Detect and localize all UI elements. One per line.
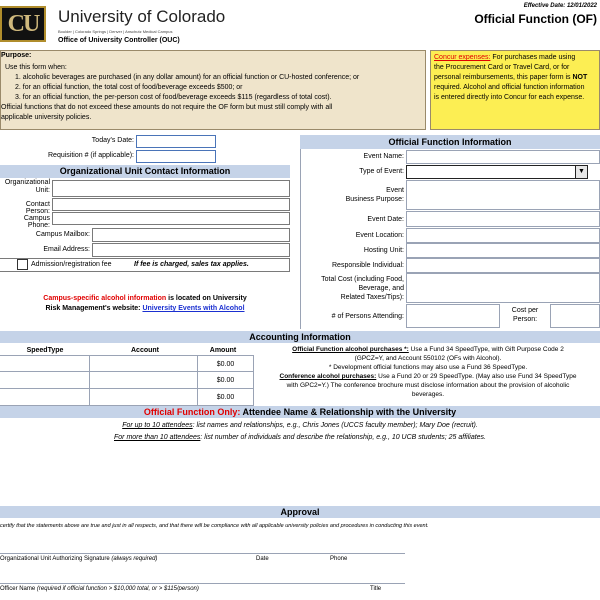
alcohol-info (0, 294, 290, 314)
university-name: University of Colorado (58, 7, 226, 26)
development-note: * Development official functions may also use a Fund 36 SpeedType. (328, 364, 528, 371)
speedtype-input-1[interactable] (0, 355, 90, 372)
col-speedtype: SpeedType (26, 347, 64, 354)
alcohol-info-line-2 (0, 304, 290, 314)
conference-lead: Conference alcohol purchases: (279, 373, 377, 380)
business-purpose-label-2: Business Purpose: (345, 196, 404, 203)
attendee-list-input[interactable] (0, 446, 600, 506)
purpose-note-1: Official functions that do not exceed these amounts do not require the OF form but must still comply with all (1, 104, 333, 111)
signature-label-note: (always required) (111, 556, 158, 562)
alcohol-purchase-text-1: Use a Fund 34 SpeedType, with Gift Purpose Code 2 (408, 346, 564, 353)
alcohol-info-line-1 (0, 294, 290, 304)
account-input-2[interactable] (90, 372, 198, 389)
event-date-input[interactable] (406, 211, 600, 227)
total-cost-label-2: Beverage, and (358, 285, 404, 292)
concur-line-2: the Procurement Card or Travel Card, or for (434, 64, 570, 71)
event-date-label: Event Date: (367, 216, 404, 223)
account-input-1[interactable] (90, 355, 198, 372)
alcohol-purchase-line-1 (256, 345, 600, 354)
total-cost-input[interactable] (406, 273, 600, 303)
concur-not: NOT (572, 74, 588, 81)
business-purpose-label (300, 186, 404, 204)
approval-header: Approval (0, 506, 600, 518)
campus-phone-input[interactable] (52, 212, 290, 225)
todays-date-input[interactable] (136, 135, 216, 148)
officer-label (0, 586, 199, 592)
cost-per-person-label-2: Person: (512, 316, 538, 323)
persons-attending-input[interactable] (406, 304, 500, 328)
type-of-event-label: Type of Event: (359, 168, 404, 175)
purpose-item-2: 2. for an official function, the total cost of food/beverage exceeds $500; or (15, 84, 243, 91)
col-account: Account (131, 347, 159, 354)
fee-note: If fee is charged, sales tax applies. (134, 261, 249, 268)
campus-mailbox-label: Campus Mailbox: (35, 231, 90, 238)
alcohol-purchase-lead: Official Function alcohol purchases *: (292, 346, 409, 353)
business-purpose-input[interactable] (406, 180, 600, 210)
purpose-box (0, 50, 426, 130)
alcohol-info-red: Campus-specific alcohol information (43, 295, 167, 302)
campus-list: Boulder | Colorado Springs | Denver | Anschutz Medical Campus (58, 29, 173, 34)
attendee-instruction-2 (0, 434, 600, 441)
attendee-line-1-rest: : list names and relationships, e.g., Chris Jones (UCCS faculty member); Mary Doe (recruit). (192, 422, 478, 429)
concur-text-3: personal reimbursements, this paper form is (434, 74, 573, 81)
admission-fee-label: Admission/registration fee (31, 261, 112, 268)
purpose-item-1: 1. alcoholic beverages are purchased (in any dollar amount) for an official function or CU-hosted conference; or (15, 74, 360, 81)
purpose-note-2: applicable university policies. (1, 114, 92, 121)
alcohol-info-rest: is located on University (166, 295, 247, 302)
date-label: Date (256, 556, 269, 562)
responsible-individual-label: Responsible Individual: (332, 262, 404, 269)
contact-person-label: Contact Person: (25, 201, 50, 215)
effective-date: Effective Date: 12/01/2022 (523, 3, 597, 9)
speedtype-input-3[interactable] (0, 389, 90, 406)
hosting-unit-label: Hosting Unit: (363, 247, 404, 254)
conference-text-1: Use a Fund 20 or 29 SpeedType. (May also use Fund 34 SpeedType (376, 373, 577, 380)
signature-label-text: Organizational Unit Authorizing Signature (0, 556, 112, 562)
officer-line[interactable] (0, 583, 405, 584)
concur-text-1: For purchases made using (490, 54, 576, 61)
campus-mailbox-input[interactable] (92, 228, 290, 242)
account-input-3[interactable] (90, 389, 198, 406)
col-amount: Amount (209, 347, 237, 354)
attendee-header-rest: Attendee Name & Relationship with the University (240, 407, 457, 417)
officer-label-text: Officer Name (0, 586, 37, 592)
alcohol-events-link[interactable]: University Events with Alcohol (142, 305, 245, 312)
cost-per-person-label (500, 306, 550, 324)
responsible-individual-input[interactable] (406, 258, 600, 273)
org-unit-label-text: Organizational Unit: (4, 179, 50, 194)
purpose-item-3: 3. for an official function, the per-person cost of food/beverage exceeds $115 (regardless of total cost). (15, 94, 332, 101)
conference-line-2: with GPC2=Y.) The conference brochure must disclose information about the provision of alcoholic (286, 382, 570, 389)
cu-logo-mark: CU (7, 11, 39, 37)
attendee-header (0, 406, 600, 418)
speedtype-input-2[interactable] (0, 372, 90, 389)
cost-per-person-label-1: Cost per (511, 307, 539, 314)
event-location-label: Event Location: (355, 232, 404, 239)
persons-attending-label: # of Persons Attending: (331, 313, 404, 320)
cost-per-person-input[interactable] (550, 304, 600, 328)
campus-phone-label: Campus Phone: (23, 215, 50, 229)
phone-label: Phone (330, 556, 348, 562)
signature-label (0, 556, 157, 562)
concur-box (430, 50, 600, 130)
attendee-header-red: Official Function Only: (143, 407, 241, 417)
event-location-input[interactable] (406, 228, 600, 243)
official-function-header: Official Function Information (300, 135, 600, 149)
attendee-line-2-rest: : list number of individuals and describe the relationship, e.g., 10 UCB students; 25 affiliates. (200, 434, 486, 441)
conference-line-3: beverages. (411, 391, 445, 398)
org-unit-header: Organizational Unit Contact Information (0, 165, 290, 178)
purpose-intro: Use this form when: (5, 64, 67, 71)
email-input[interactable] (92, 243, 290, 257)
purpose-heading: Purpose: (1, 52, 32, 59)
certification-text: certify that the statements above are true and just in all respects, and that there will be compliance with all applicable university policies and procedures in conducting this event. (0, 523, 429, 529)
type-of-event-dropdown[interactable] (406, 165, 588, 179)
amount-cell-1[interactable]: $0.00 (198, 355, 254, 372)
requisition-label: Requisition # (if applicable): (48, 152, 134, 159)
event-name-input[interactable] (406, 150, 600, 164)
title-label: Title (370, 586, 382, 592)
concur-line-1 (434, 53, 596, 63)
officer-label-note: (required if official function > $10,000 total, or > $115/person) (36, 586, 199, 592)
total-cost-label-3: Related Taxes/Tips): (340, 294, 404, 301)
conference-line-1 (256, 372, 600, 381)
accounting-table (0, 355, 254, 406)
requisition-input[interactable] (136, 150, 216, 163)
alcohol-info-prefix: Risk Management's website: (45, 305, 143, 312)
accounting-header: Accounting Information (0, 331, 600, 343)
attendee-more-than-10: For more than 10 attendees (114, 434, 201, 441)
cu-logo (0, 6, 46, 42)
concur-line-4: required. Alcohol and official function information (434, 84, 585, 91)
email-label: Email Address: (43, 246, 90, 253)
event-name-label: Event Name: (363, 153, 404, 160)
amount-cell-2[interactable]: $0.00 (198, 372, 254, 389)
total-cost-label-1: Total Cost (including Food, (321, 276, 404, 283)
total-cost-label (300, 275, 404, 302)
accounting-notes (256, 345, 600, 399)
chevron-down-icon: ▼ (578, 168, 585, 175)
hosting-unit-input[interactable] (406, 243, 600, 258)
attendee-instruction-1 (0, 422, 600, 429)
dropdown-button[interactable] (575, 166, 587, 178)
contact-person-input[interactable] (52, 198, 290, 211)
concur-lead: Concur expenses: (434, 54, 491, 61)
amount-cell-3[interactable]: $0.00 (198, 389, 254, 406)
alcohol-purchase-line-2: (GPCZ=Y, and Account 550102 (OFs with Alcohol). (354, 355, 502, 362)
signature-line[interactable] (0, 553, 405, 554)
org-unit-label (0, 179, 50, 195)
org-unit-input[interactable] (52, 180, 290, 197)
admission-row-border (0, 258, 290, 272)
attendee-up-to-10: For up to 10 attendees (122, 422, 193, 429)
concur-line-3 (434, 73, 596, 83)
concur-line-5: is entered directly into Concur for each expense. (434, 94, 585, 101)
office-name: Office of University Controller (OUC) (58, 37, 180, 44)
business-purpose-label-1: Event (386, 187, 404, 194)
form-title: Official Function (OF) (474, 12, 597, 26)
todays-date-label: Today's Date: (91, 137, 134, 144)
